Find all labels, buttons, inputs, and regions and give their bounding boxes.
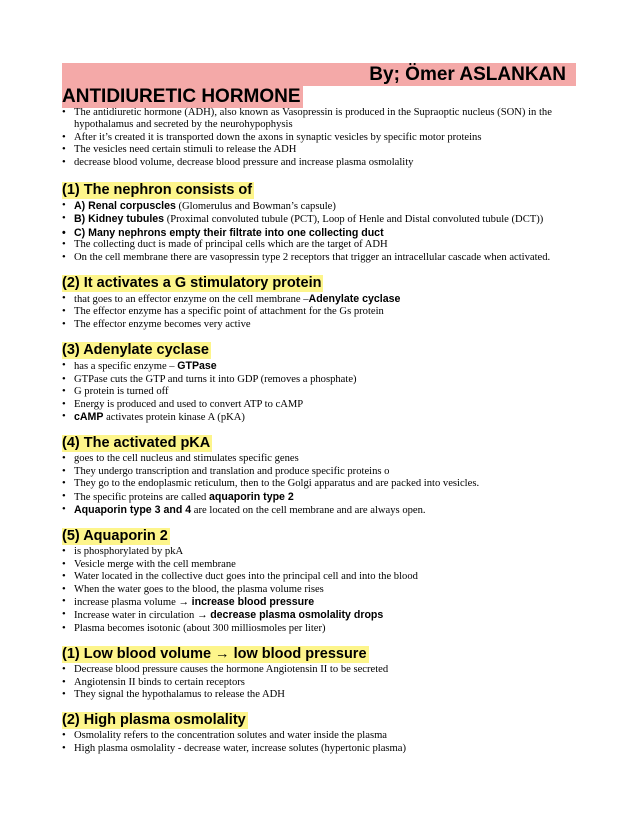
list-item: • increase plasma volume → increase blood pressure <box>62 596 582 609</box>
section-heading: (4) The activated pKA <box>62 435 211 452</box>
section-pka <box>62 434 582 517</box>
list-item: • C) Many nephrons empty their filtrate into one collecting duct <box>62 227 582 239</box>
document-title: ANTIDIURETIC HORMONE <box>62 86 301 107</box>
section-g-protein <box>62 274 582 331</box>
section-high-osmolality <box>62 711 582 755</box>
list-item: • The specific proteins are called aquaporin type 2 <box>62 491 582 504</box>
list-item: • High plasma osmolality - decrease water, increase solutes (hypertonic plasma) <box>62 743 582 755</box>
list-item: • GTPase cuts the GTP and turns it into GDP (removes a phosphate) <box>62 374 582 386</box>
section-heading: (2) It activates a G stimulatory protein <box>62 275 322 292</box>
list-item: • G protein is turned off <box>62 386 582 398</box>
author-name: By; Ömer ASLANKAN <box>369 64 566 85</box>
list-item: • B) Kidney tubules (Proximal convoluted tubule (PCT), Loop of Henle and Distal convoluted tubule (DCT)) <box>62 213 582 226</box>
list-item: • Vesicle merge with the cell membrane <box>62 559 582 571</box>
list-item: • Decrease blood pressure causes the hormone Angiotensin II to be secreted <box>62 664 582 676</box>
section-heading: (1) Low blood volume → low blood pressure <box>62 646 367 663</box>
list-item: • They signal the hypothalamus to release the ADH <box>62 689 582 701</box>
list-item: • The effector enzyme has a specific point of attachment for the Gs protein <box>62 306 582 318</box>
list-item: • Water located in the collective duct goes into the principal cell and into the blood <box>62 571 582 583</box>
section-heading: (5) Aquaporin 2 <box>62 528 168 545</box>
intro-list <box>62 107 582 169</box>
list-item: • has a specific enzyme – GTPase <box>62 360 582 373</box>
list-item: • The collecting duct is made of principal cells which are the target of ADH <box>62 239 582 251</box>
section-nephron <box>62 181 582 264</box>
section-heading: (3) Adenylate cyclase <box>62 342 209 359</box>
list-item: • On the cell membrane there are vasopressin type 2 receptors that trigger an intracellular cascade when activated. <box>62 252 582 264</box>
list-item: • They undergo transcription and translation and produce specific proteins o <box>62 466 582 478</box>
list-item: • Energy is produced and used to convert ATP to cAMP <box>62 399 582 411</box>
author-banner <box>62 63 576 86</box>
section-low-blood-volume <box>62 645 582 701</box>
section-adenylate-cyclase <box>62 341 582 424</box>
section-aquaporin <box>62 527 582 635</box>
list-item: • The antidiuretic hormone (ADH), also known as Vasopressin is produced in the Supraoptic nucleus (SON) in the hypothalamus and secreted by the neurohypophysis <box>62 107 582 132</box>
list-item: • A) Renal corpuscles (Glomerulus and Bowman’s capsule) <box>62 200 582 213</box>
list-item: • Angiotensin II binds to certain receptors <box>62 677 582 689</box>
list-item: • Osmolality refers to the concentration solutes and water inside the plasma <box>62 730 582 742</box>
list-item: • that goes to an effector enzyme on the cell membrane –Adenylate cyclase <box>62 293 582 306</box>
list-item: • Increase water in circulation → decrease plasma osmolality drops <box>62 609 582 622</box>
document-body <box>62 106 582 755</box>
list-item: • Plasma becomes isotonic (about 300 milliosmoles per liter) <box>62 623 582 635</box>
list-item: • cAMP activates protein kinase A (pKA) <box>62 411 582 424</box>
list-item: • After it’s created it is transported down the axons in synaptic vesicles by specific motor proteins <box>62 132 582 144</box>
list-item: • Aquaporin type 3 and 4 are located on the cell membrane and are always open. <box>62 504 582 517</box>
list-item: • is phosphorylated by pkA <box>62 546 582 558</box>
section-heading: (2) High plasma osmolality <box>62 712 246 729</box>
list-item: • goes to the cell nucleus and stimulates specific genes <box>62 453 582 465</box>
section-heading: (1) The nephron consists of <box>62 182 253 199</box>
list-item: • decrease blood volume, decrease blood pressure and increase plasma osmolality <box>62 157 582 169</box>
list-item: • The vesicles need certain stimuli to release the ADH <box>62 144 582 156</box>
list-item: • They go to the endoplasmic reticulum, then to the Golgi apparatus and are packed into vesicles. <box>62 478 582 490</box>
list-item: • The effector enzyme becomes very active <box>62 319 582 331</box>
list-item: • When the water goes to the blood, the plasma volume rises <box>62 584 582 596</box>
